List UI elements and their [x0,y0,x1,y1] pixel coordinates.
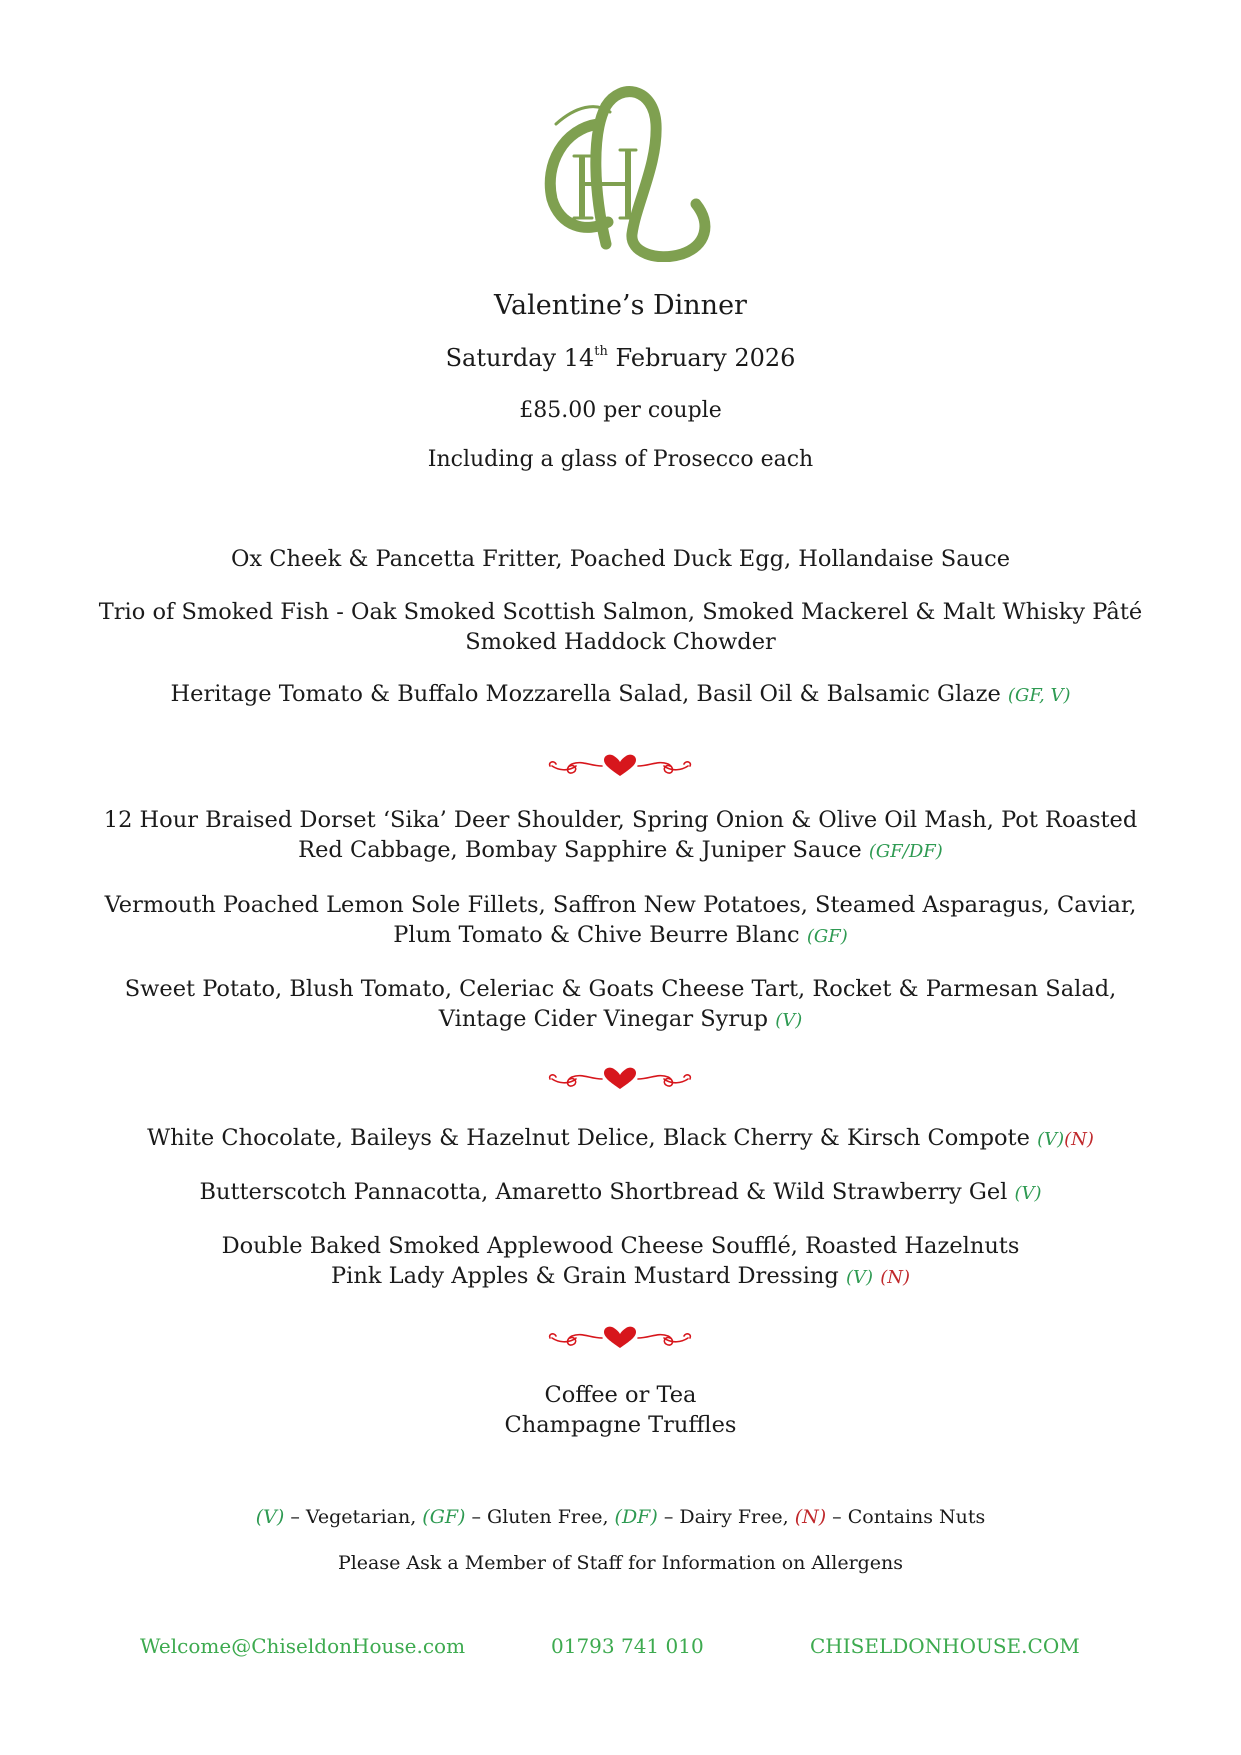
event-date: Saturday 14th February 2026 [445,344,796,372]
dietary-tag: (V) [1014,1183,1042,1204]
dietary-tag: (GF) [806,926,848,947]
price: £85.00 per couple [519,398,722,423]
dessert-3: Double Baked Smoked Applewood Cheese Soufflé, Roasted Hazelnuts Pink Lady Apples & Grain Mustard Dressing (V) (N) [221,1233,1020,1289]
dietary-tag: (GF/DF) [868,841,943,862]
dietary-tag: (V) [775,1010,803,1031]
allergen-note: Please Ask a Member of Staff for Information on Allergens [337,1552,904,1574]
menu-title: Valentine’s Dinner [494,290,747,321]
includes-note: Including a glass of Prosecco each [427,447,814,472]
starter-3: Heritage Tomato & Buffalo Mozzarella Salad, Basil Oil & Balsamic Glaze (GF, V) [170,681,1071,707]
heart-icon [604,1068,636,1089]
main-3: Sweet Potato, Blush Tomato, Celeriac & Goats Cheese Tart, Rocket & Parmesan Salad, Vintage Cider Vinegar Syrup (V) [124,976,1117,1032]
footer-phone[interactable]: 01793 741 010 [551,1634,704,1658]
dietary-key: (V) – Vegetarian, (GF) – Gluten Free, (DF) – Dairy Free, (N) – Contains Nuts [255,1506,986,1528]
nuts-tag: (N) [1064,1129,1094,1150]
main-1: 12 Hour Braised Dorset ‘Sika’ Deer Shoulder, Spring Onion & Olive Oil Mash, Pot Roasted Red Cabbage, Bombay Sapphire & Juniper Sauce (GF/DF) [103,807,1138,863]
coffee-course: Coffee or Tea Champagne Truffles [504,1382,737,1438]
heart-icon [604,1327,636,1348]
dessert-1: White Chocolate, Baileys & Hazelnut Delice, Black Cherry & Kirsch Compote (V)(N) [147,1125,1094,1151]
nuts-tag: (N) [880,1267,910,1288]
footer-website[interactable]: CHISELDONHOUSE.COM [810,1634,1080,1658]
heart-icon [604,755,636,776]
starter-2: Trio of Smoked Fish - Oak Smoked Scottish Salmon, Smoked Mackerel & Malt Whisky Pâté Smoked Haddock Chowder [98,599,1143,655]
dietary-tag: (V) [845,1267,874,1288]
dessert-2: Butterscotch Pannacotta, Amaretto Shortbread & Wild Strawberry Gel (V) [199,1179,1042,1205]
heart-divider-3 [546,1324,694,1352]
footer-email[interactable]: Welcome@ChiseldonHouse.com [140,1634,466,1658]
heart-divider-2 [546,1065,694,1093]
dietary-tag: (GF, V) [1007,685,1071,706]
dietary-tag: (V) [1037,1129,1065,1150]
main-2: Vermouth Poached Lemon Sole Fillets, Saffron New Potatoes, Steamed Asparagus, Caviar, Plum Tomato & Chive Beurre Blanc (GF) [104,892,1137,948]
heart-divider-1 [546,752,694,780]
starter-1: Ox Cheek & Pancetta Fritter, Poached Duck Egg, Hollandaise Sauce [230,546,1011,572]
chiseldon-house-logo [536,84,712,262]
